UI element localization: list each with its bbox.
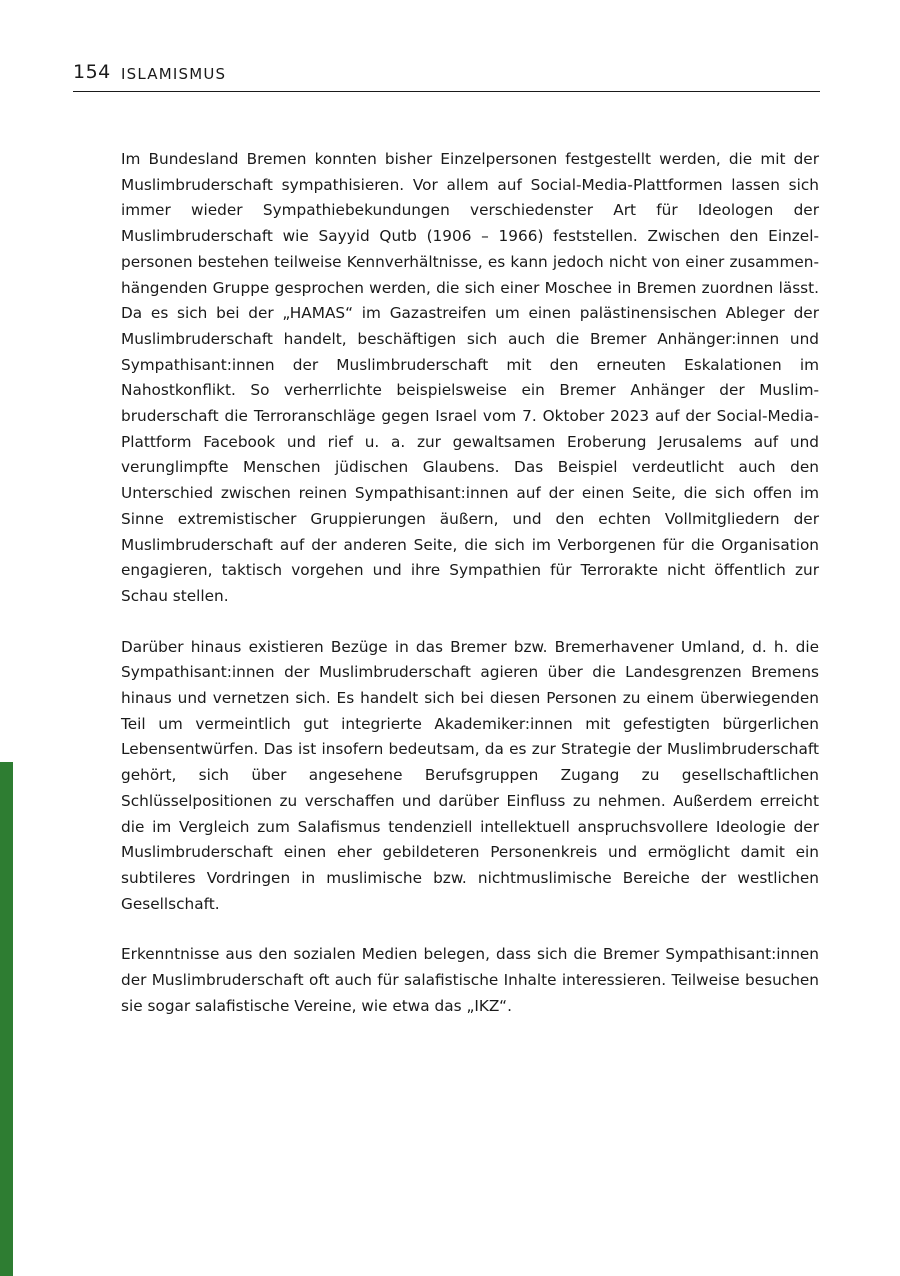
paragraph-3: Erkenntnisse aus den sozialen Medien belegen, dass sich die Bremer Sympathisant:innen der Muslimbruderschaft oft auch für salafistische Inhalte interessieren. Teilweise besuchen sie sogar salafistische Vereine, wie etwa das „IKZ“.: [121, 945, 819, 1015]
paragraph-1: Im Bundesland Bremen konnten bisher Einzelpersonen festgestellt werden, die mit der Muslimbruderschaft sympathisieren. Vor allem auf Social-Media-Plattformen lassen sich immer wieder Sympathiebekundungen verschiedenster Art für Ideologen der Muslimbruderschaft wie Sayyid Qutb (1906 – 1966) feststellen. Zwischen den Einzelpersonen bestehen teilweise Kennverhältnisse, es kann jedoch nicht von einer zusammenhängenden Gruppe gesprochen werden, die sich einer Moschee in Bremen zuordnen lässt. Da es sich bei der „HAMAS“ im Gazastreifen um einen palästinensischen Ableger der Muslimbruderschaft handelt, beschäftigen sich auch die Bremer Anhänger:innen und Sympathisant:innen der Muslimbruderschaft mit den erneuten Eskalationen im Nahostkonflikt. So verherrlichte beispielsweise ein Bremer Anhänger der Muslimbruderschaft die Terroranschläge gegen Israel vom 7. Oktober 2023 auf der Social-Media-Plattform Facebook und rief u. a. zur gewaltsamen Eroberung Jerusalems auf und verunglimpfte Menschen jüdischen Glaubens. Das Beispiel verdeutlicht auch den Unterschied zwischen reinen Sympathisant:innen auf der einen Seite, die sich offen im Sinne extremistischer Gruppierungen äußern, und den echten Vollmitgliedern der Muslimbruderschaft auf der anderen Seite, die sich im Verborgenen für die Organisation engagieren, taktisch vorgehen und ihre Sympathien für Terrorakte nicht öffentlich zur Schau stellen.: [121, 150, 819, 605]
page-header: [73, 58, 820, 92]
paragraph-2: Darüber hinaus existieren Bezüge in das Bremer bzw. Bremerhavener Umland, d. h. die Sympathisant:innen der Muslimbruderschaft agieren über die Landesgrenzen Bremens hinaus und vernetzen sich. Es handelt sich bei diesen Personen zu einem überwiegenden Teil um vermeintlich gut integrierte Akademiker:innen mit gefestigten bürgerlichen Lebensentwürfen. Das ist insofern bedeutsam, da es zur Strategie der Muslimbruderschaft gehört, sich über angesehene Berufsgruppen Zugang zu gesellschaftlichen Schlüsselpositionen zu verschaffen und darüber Einfluss zu nehmen. Außerdem erreicht die im Vergleich zum Salafismus tendenziell intellektuell anspruchsvollere Ideologie der Muslimbruderschaft einen eher gebildeteren Personenkreis und ermöglicht damit ein subtileres Vordringen in muslimische bzw. nichtmuslimische Bereiche der westlichen Gesellschaft.: [121, 637, 819, 913]
section-title: ISLAMISMUS: [121, 65, 227, 83]
chapter-side-bar: [0, 762, 13, 1276]
body-text: [121, 147, 819, 1045]
page-number: 154: [73, 61, 111, 83]
